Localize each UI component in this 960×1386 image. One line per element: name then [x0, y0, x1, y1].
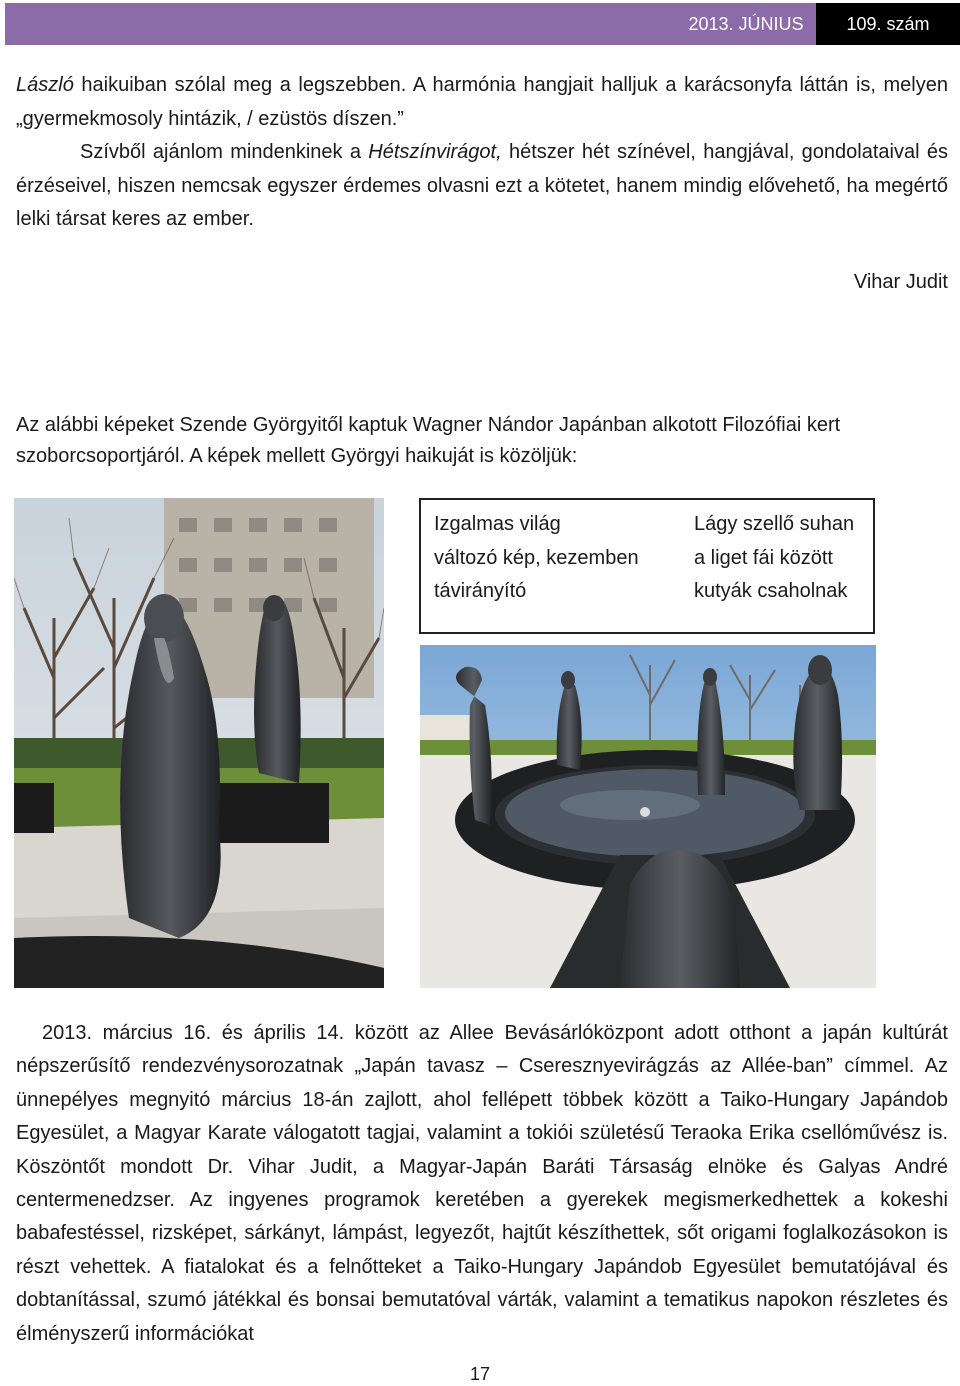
haiku-right-line: Lágy szellő suhan	[694, 513, 855, 535]
paragraph-2-text-a: Szívből ajánlom mindenkinek a	[80, 141, 369, 163]
haiku-right	[694, 508, 854, 609]
paragraph-1-text: haikuiban szólal meg a legszebben. A harmónia hangjait halljuk a karácsonyfa láttán is, melyen „gyermekmosoly hintázik, / ezüstös díszen.”	[16, 74, 948, 130]
haiku-left-line: Izgalmas világ	[434, 513, 561, 535]
statue-photo-right	[420, 645, 876, 988]
haiku-box	[419, 498, 875, 634]
signature: Vihar Judit	[853, 271, 948, 293]
haiku-right-line: kutyák csaholnak	[694, 580, 848, 602]
haiku-left-line: távirányító	[434, 580, 527, 602]
paragraph-2-text-b: hétszer hét színével, hangjával, gondolataival és érzéseivel, hiszen nemcsak egyszer érdemes olvasni ezt a kötetet, hanem mindig elővehető, ha megértő lelki társat keres az ember.	[16, 141, 948, 230]
book-title: Hétszínvirágot,	[368, 141, 502, 163]
haiku-left	[434, 508, 639, 609]
page-number: 17	[469, 1364, 491, 1384]
paragraph-1	[16, 69, 948, 136]
author-name: László	[16, 74, 74, 96]
paragraph-2	[16, 136, 948, 237]
body-text: 2013. március 16. és április 14. között az Allee Bevásárlóközpont adott otthont a japán kultúrát népszerűsítő rendezvénysorozatnak „Japán tavasz – Cseresznyevirágzás az Allée-ban” címmel. Az ünnepélyes megnyitó március 18-án zajlott, ahol fellépett többek között a Taiko-Hungary Japándob Egyesület, a Magyar Karate válogatott tagjai, valamint a tokiói születésű Teraoka Erika csellóművész is. Köszöntőt mondott Dr. Vihar Judit, a Magyar-Japán Baráti Társaság elnöke és Galyas André centermenedzser. Az ingyenes programok keretében a gyerekek megismerkedhettek a kokeshi babafestéssel, rizsképet, sárkányt, lámpást, legyezőt, hajtűt készíthettek, sőt origami foglalkozásokon is részt vehettek. A fiatalokat és a felnőtteket a Taiko-Hungary Japándob Egyesület bemutatójával és dobtanítással, szumó játékkal és bonsai bemutatóval várták, valamint a tematikus napokon részletes és élményszerű információkat	[16, 1022, 948, 1345]
header-date: 2013. JÚNIUS	[688, 14, 804, 34]
haiku-left-line: változó kép, kezemben	[434, 546, 639, 569]
haiku-right-line: a liget fái között	[694, 546, 833, 569]
header-issue: 109. szám	[816, 3, 960, 45]
statue-photo-left	[14, 498, 384, 988]
body-paragraph	[16, 1017, 948, 1351]
intro-paragraph: Az alábbi képeket Szende Györgyitől kaptuk Wagner Nándor Japánban alkotott Filozófiai kert szoborcsoportjáról. A képek mellett Györgyi haikuját is közöljük:	[16, 414, 841, 467]
